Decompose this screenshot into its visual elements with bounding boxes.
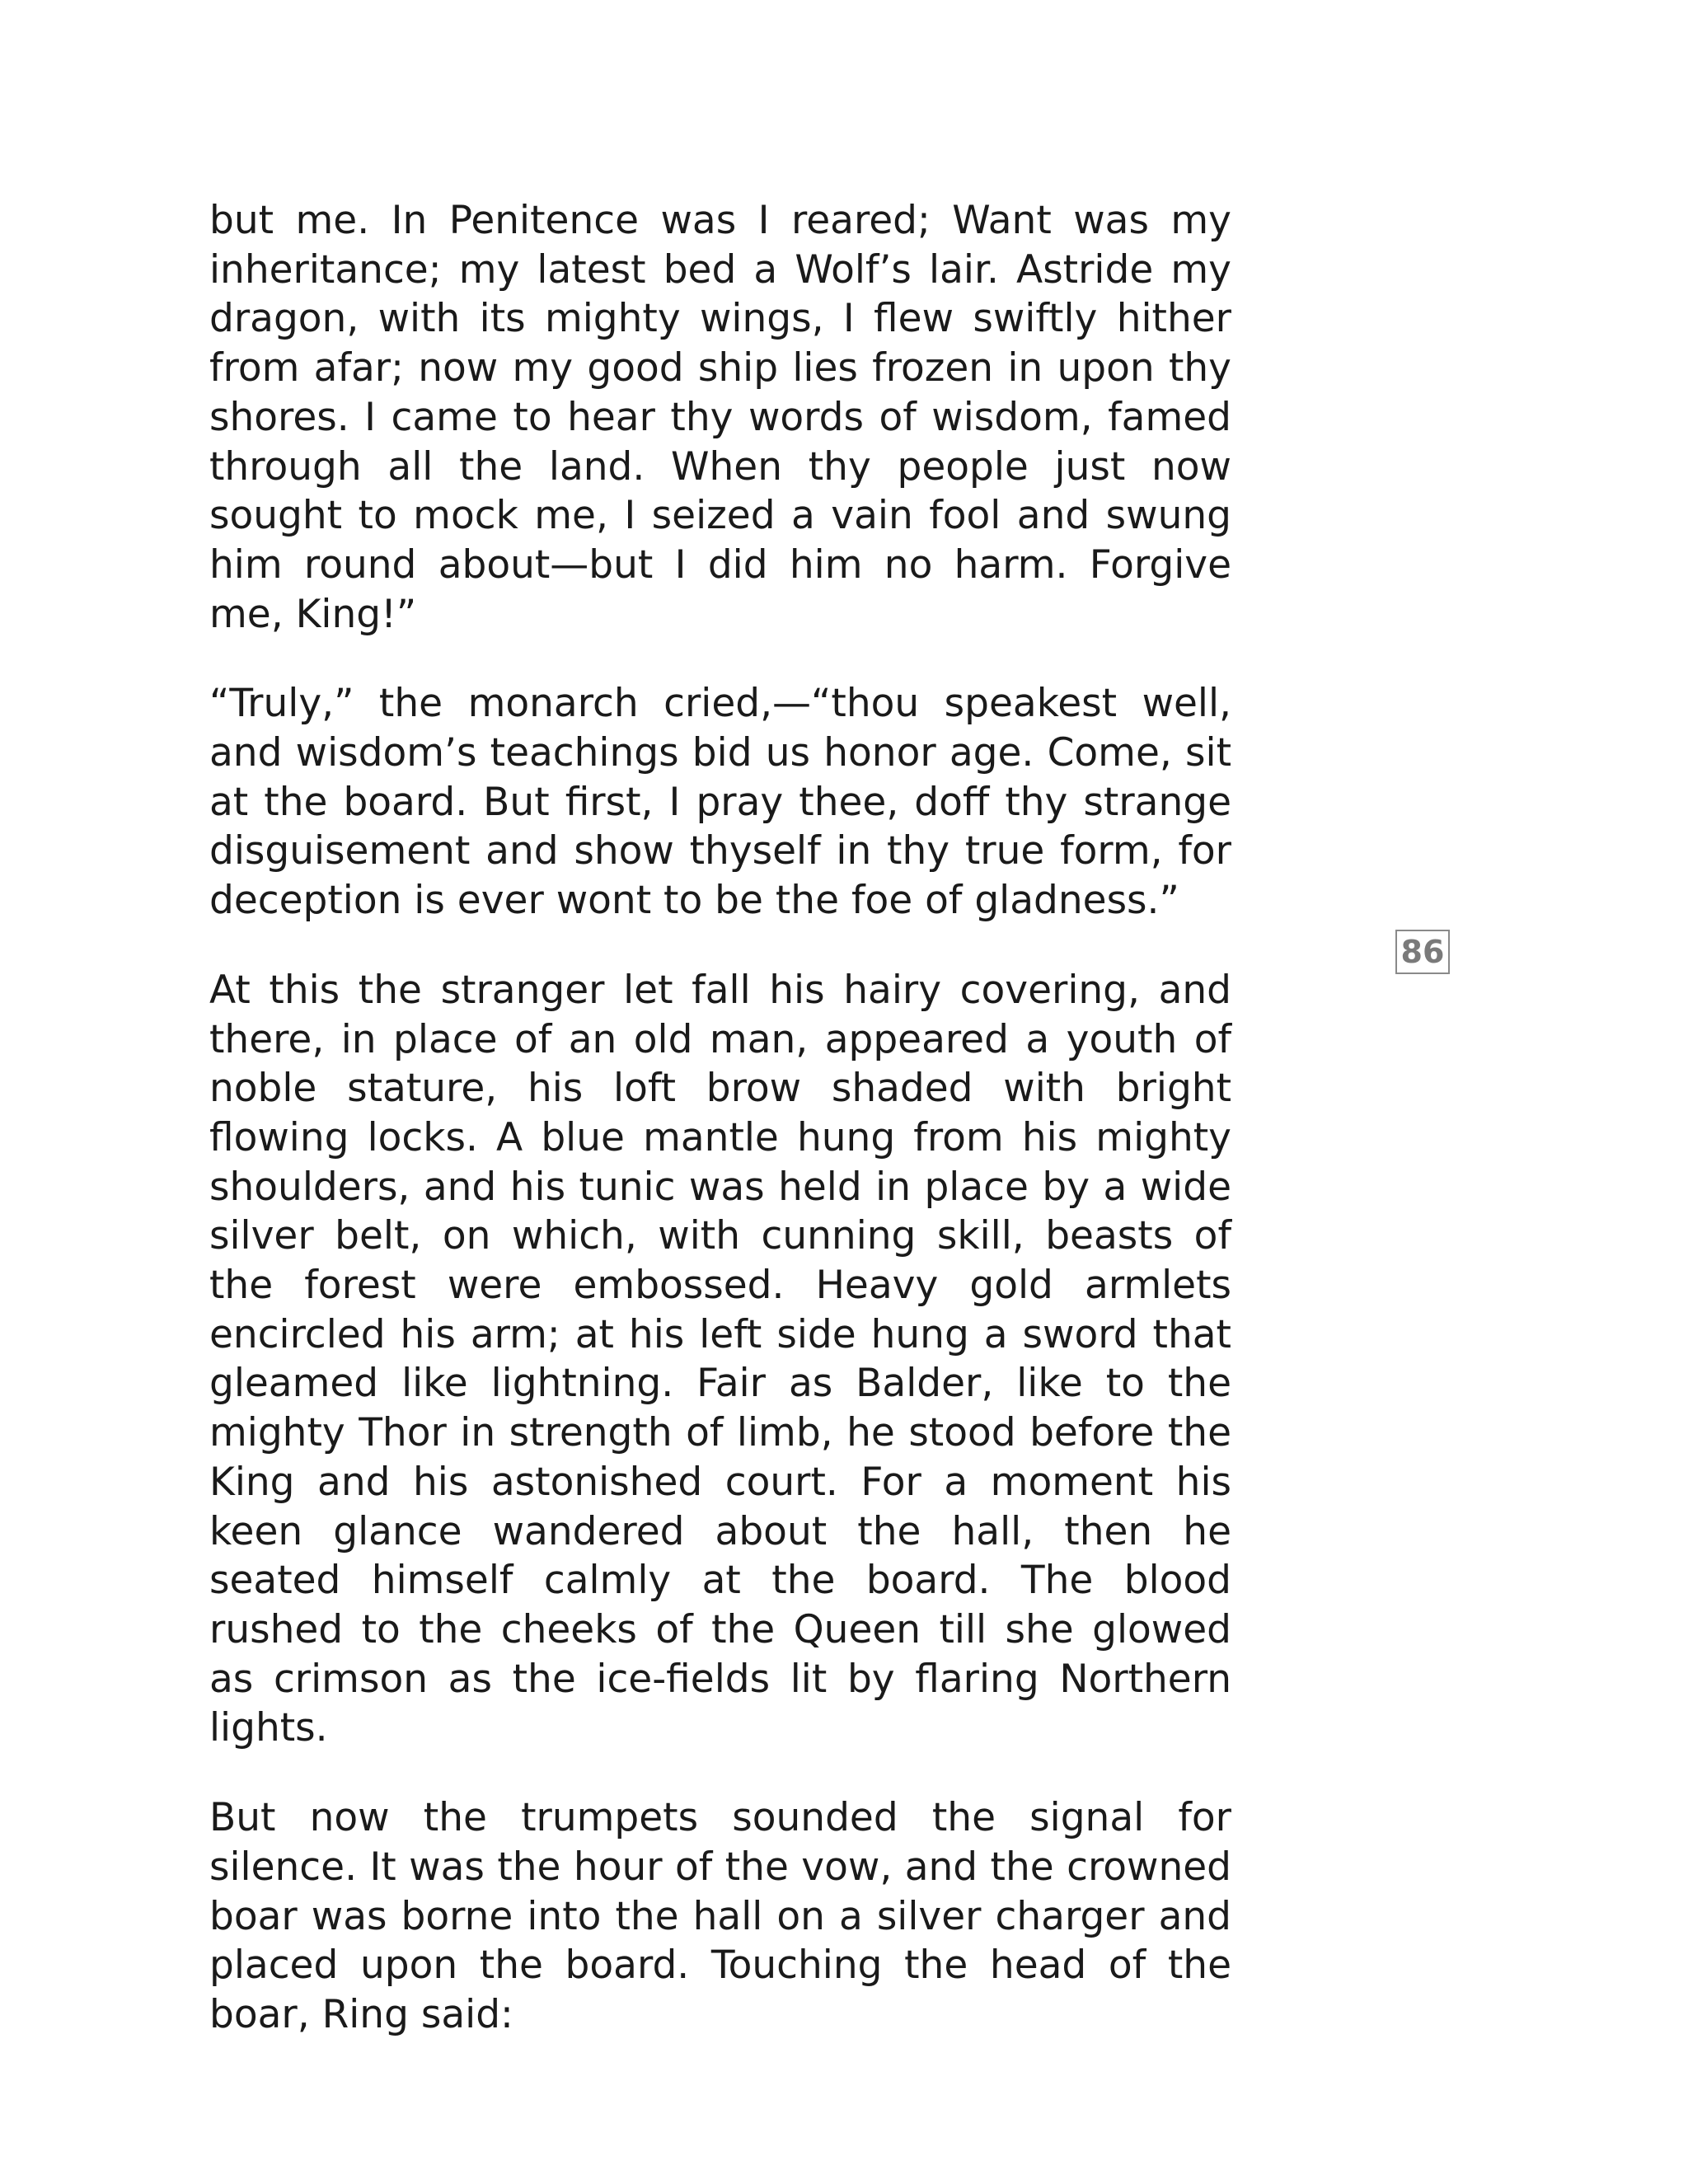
paragraph-2: “Truly,” the monarch cried,—“thou speakest well, and wisdom’s teachings bid us honor age. Come, sit at the board. But first, I pray thee, doff thy strange disguisement and show thyself in thy true form, for deception is ever wont to be the foe of gladness.” [209, 681, 1231, 924]
page-number: 86 [1395, 930, 1450, 974]
body-text [209, 196, 1231, 2080]
paragraph-4: But now the trumpets sounded the signal for silence. It was the hour of the vow, and the crowned boar was borne into the hall on a silver charger and placed upon the board. Touching the head of the boar, Ring said: [209, 1795, 1231, 2037]
paragraph-3: At this the stranger let fall his hairy covering, and there, in place of an old man, appeared a youth of noble stature, his loft brow shaded with bright flowing locks. A blue mantle hung from his mighty shoulders, and his tunic was held in place by a wide silver belt, on which, with cunning skill, beasts of the forest were embossed. Heavy gold armlets encircled his arm; at his left side hung a sword that gleamed like lightning. Fair as Balder, like to the mighty Thor in strength of limb, he stood before the King and his astonished court. For a moment his keen glance wandered about the hall, then he seated himself calmly at the board. The blood rushed to the cheeks of the Queen till she glowed as crimson as the ice-fields lit by flaring Northern lights. [209, 967, 1231, 1751]
paragraph-1: but me. In Penitence was I reared; Want was my inheritance; my latest bed a Wolf’s lair. Astride my dragon, with its mighty wings, I flew swiftly hither from afar; now my good ship lies frozen in upon thy shores. I came to hear thy words of wisdom, famed through all the land. When thy people just now sought to mock me, I seized a vain fool and swung him round about—but I did him no harm. Forgive me, King!” [209, 198, 1231, 637]
